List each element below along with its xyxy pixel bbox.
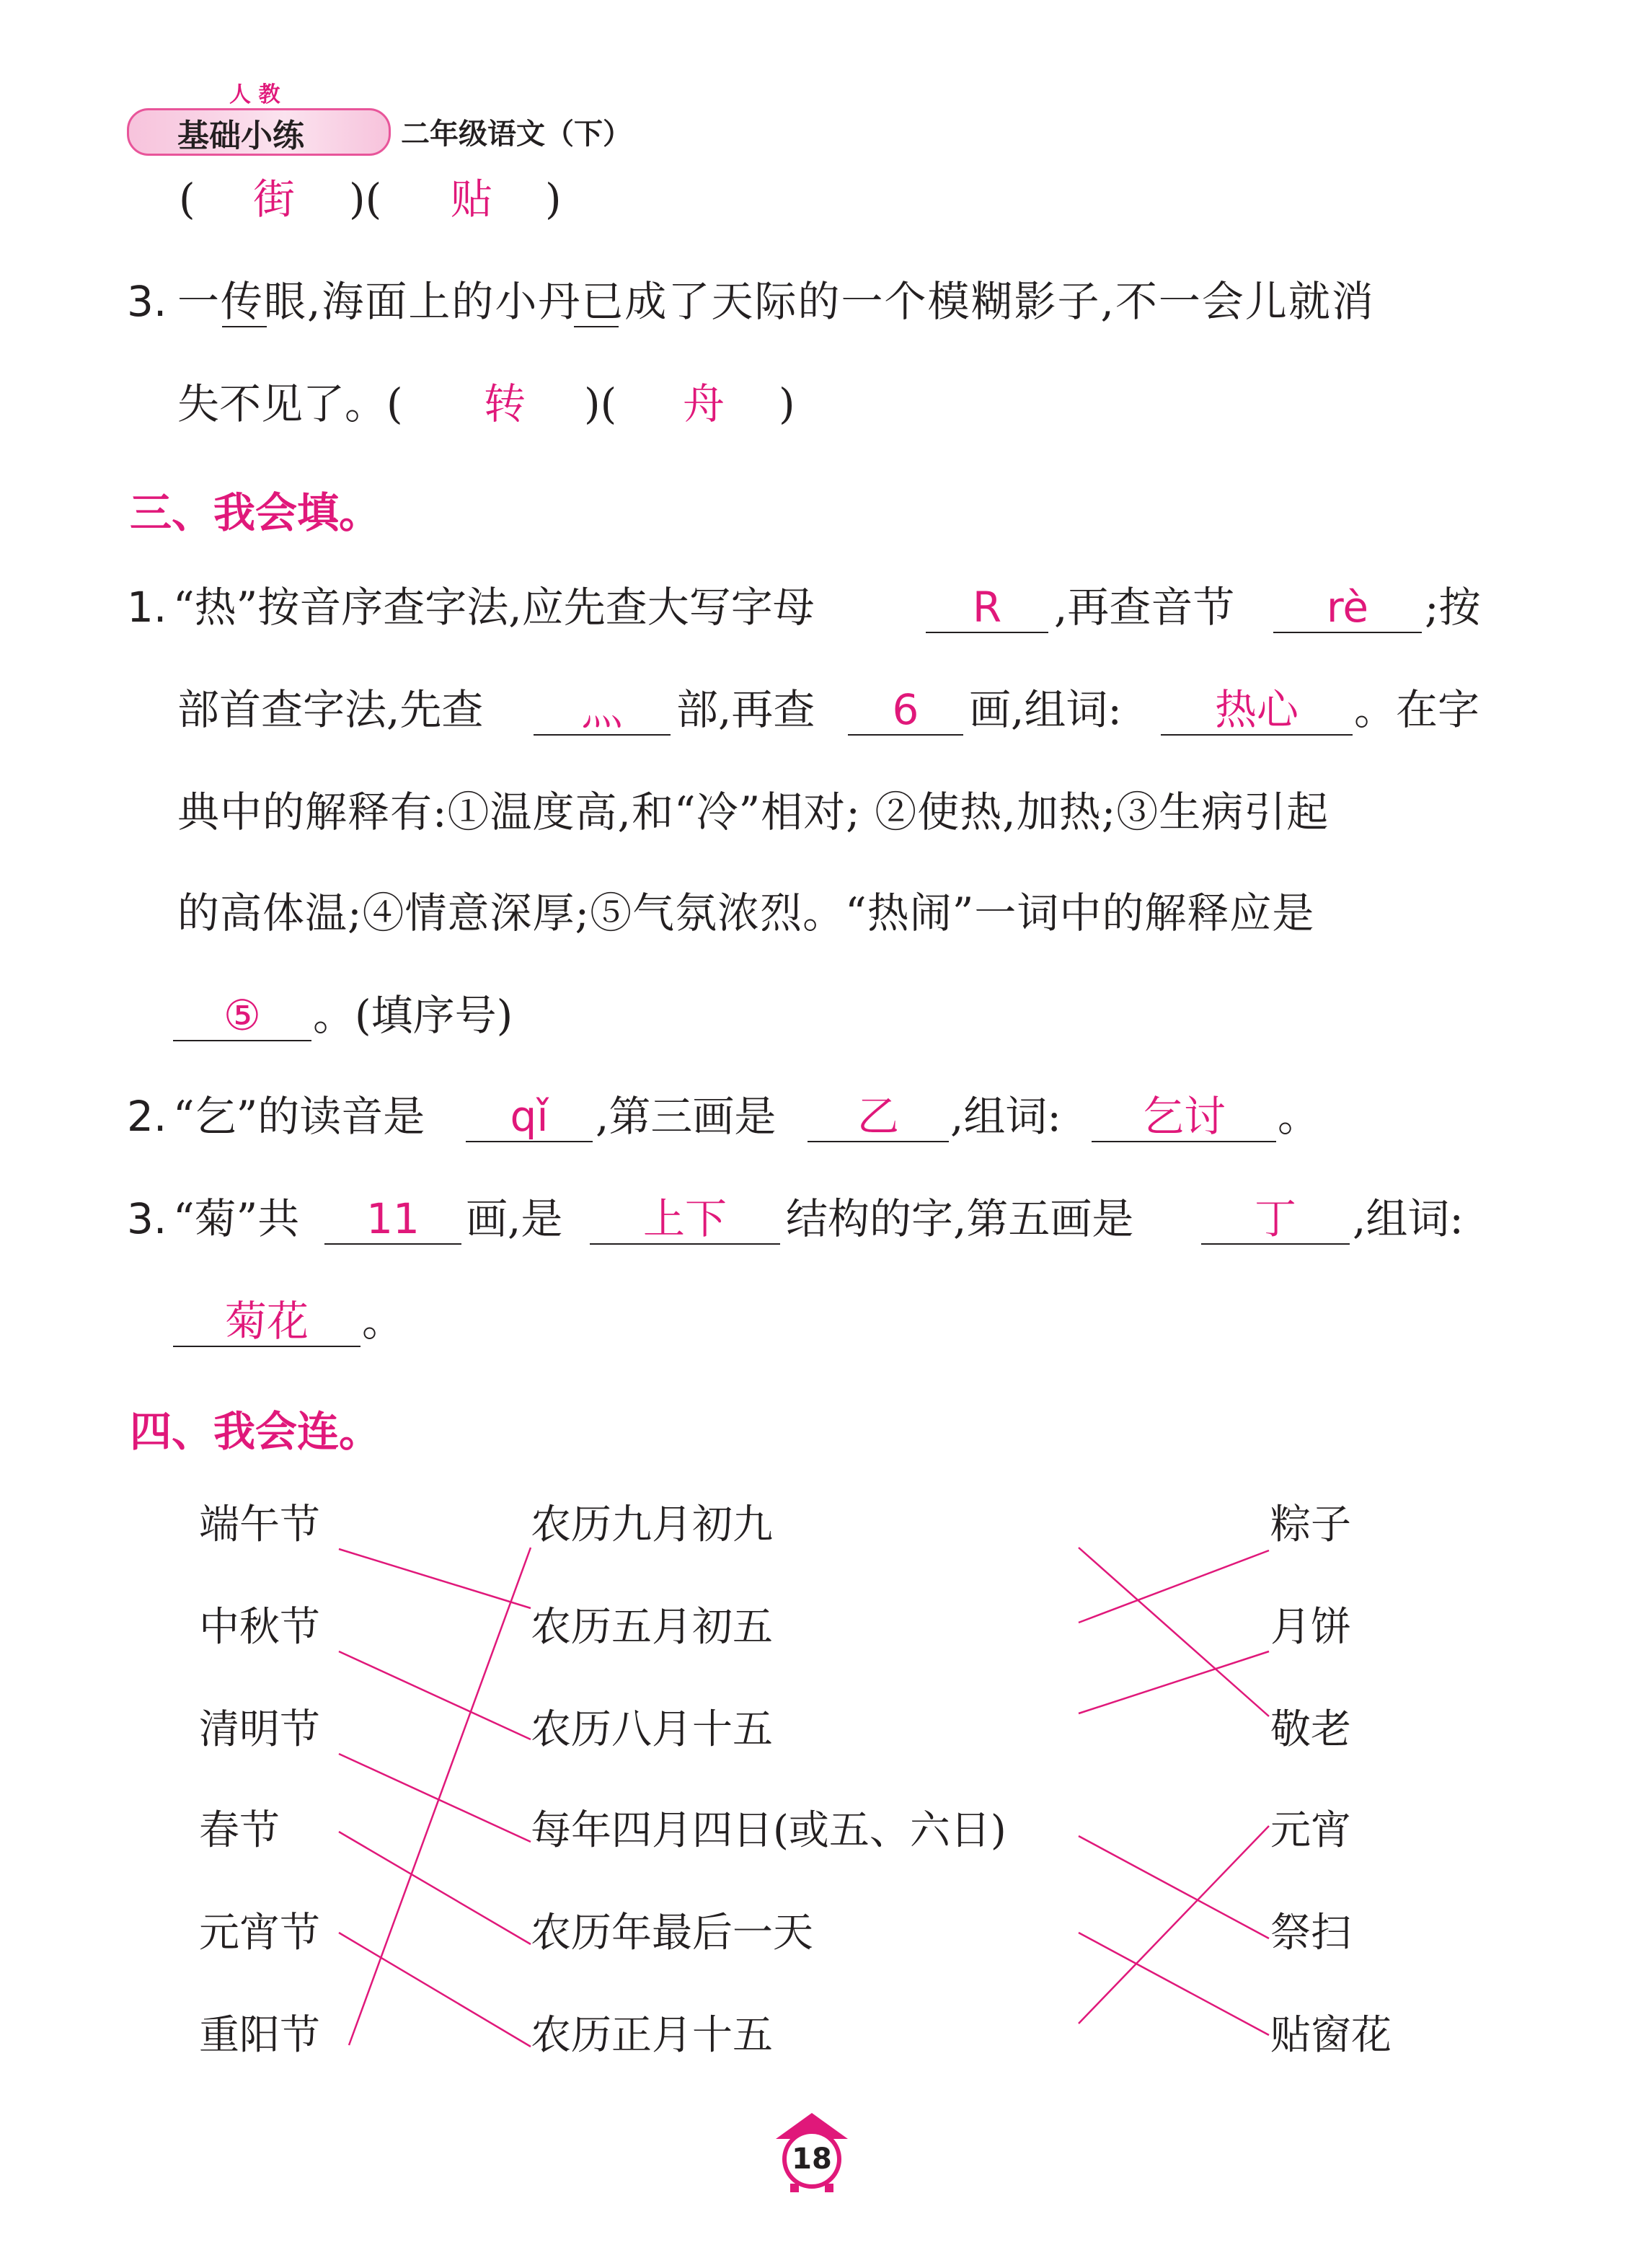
q2-item3-mid: )( xyxy=(584,379,617,428)
link-festival-1 xyxy=(339,1549,531,1608)
s3q2-text-c: ,组词: xyxy=(950,1092,1061,1141)
s3q1-number: 1. xyxy=(127,583,167,632)
s3q1-answer-strokes: 6 xyxy=(892,685,919,734)
s3q3-number: 3. xyxy=(127,1194,167,1243)
s3q3-text-b: 画,是 xyxy=(466,1194,563,1243)
custom-item: 月饼 xyxy=(1270,1604,1351,1651)
s3q1-text-b: ,再查音节 xyxy=(1054,583,1235,632)
s3q1-text-f: 画,组词: xyxy=(969,685,1122,734)
link-custom-3 xyxy=(1079,1651,1269,1713)
date-item: 农历正月十五 xyxy=(531,2012,773,2059)
date-item: 农历九月初九 xyxy=(531,1501,773,1548)
series-label: 人 教 xyxy=(229,82,280,107)
s3q1-answer-radical: 灬 xyxy=(580,685,623,734)
s3q1-line4: 的高体温;④情意深厚;⑤气氛浓烈。“热闹”一词中的解释应是 xyxy=(177,888,1315,937)
custom-item: 祭扫 xyxy=(1270,1910,1351,1956)
q2-tail-answer-1: 街 xyxy=(252,175,295,224)
festival-item: 清明节 xyxy=(199,1706,320,1753)
festival-item: 春节 xyxy=(199,1807,280,1854)
link-custom-1 xyxy=(1079,1548,1269,1716)
s3q3-answer-stroke: 丁 xyxy=(1254,1194,1296,1243)
book-title: 二年级语文（下） xyxy=(401,118,632,151)
q2-tail-answer-2: 贴 xyxy=(450,175,492,224)
festival-item: 元宵节 xyxy=(199,1910,320,1956)
s3q1-answer-meaning: ⑤ xyxy=(224,991,261,1040)
q2-item3-answer-1: 转 xyxy=(483,379,526,428)
q2-item3-line1: 一传眼,海面上的小丹已成了天际的一个模糊影子,不一会儿就消 xyxy=(177,277,1375,326)
q2-item3-answer-2: 舟 xyxy=(682,379,725,428)
link-festival-6 xyxy=(349,1548,531,2045)
s3q1-answer-letter: R xyxy=(972,583,1002,632)
s3q3-answer-structure: 上下 xyxy=(642,1194,727,1243)
link-festival-3 xyxy=(339,1754,531,1842)
s3q2-text-a: “乞”的读音是 xyxy=(173,1092,425,1141)
s3q1-line3: 典中的解释有:①温度高,和“冷”相对; ②使热,加热;③生病引起 xyxy=(177,787,1330,837)
festival-item: 中秋节 xyxy=(199,1604,320,1651)
custom-item: 元宵 xyxy=(1270,1807,1351,1854)
q2-item3-number: 3. xyxy=(127,277,167,326)
custom-item: 粽子 xyxy=(1270,1501,1351,1548)
s3q1-answer-word: 热心 xyxy=(1214,685,1299,734)
custom-item: 贴窗花 xyxy=(1270,2012,1392,2059)
q2-tail-mid: )( xyxy=(349,175,382,224)
link-custom-5 xyxy=(1079,1933,1269,2035)
q2-item3-close: ) xyxy=(779,379,795,428)
page-number: 18 xyxy=(792,2143,832,2176)
s3q3-text-c: 结构的字,第五画是 xyxy=(786,1194,1134,1243)
q2-tail-open: ( xyxy=(179,175,195,224)
festival-item: 端午节 xyxy=(199,1501,320,1548)
link-custom-6 xyxy=(1079,1826,1269,2024)
section3-heading: 三、我会填。 xyxy=(130,488,381,537)
s3q3-text-e: 。 xyxy=(362,1297,404,1346)
link-festival-4 xyxy=(339,1832,531,1944)
s3q1-text-a: “热”按音序查字法,应先查大写字母 xyxy=(173,583,815,632)
link-festival-5 xyxy=(339,1933,531,2047)
s3q2-answer-word: 乞讨 xyxy=(1141,1092,1226,1141)
s3q3-answer-count: 11 xyxy=(366,1194,420,1243)
festival-item: 重阳节 xyxy=(199,2012,320,2059)
section4-heading: 四、我会连。 xyxy=(130,1407,381,1456)
link-custom-2 xyxy=(1079,1550,1269,1623)
date-item: 农历五月初五 xyxy=(531,1604,773,1651)
s3q2-text-d: 。 xyxy=(1278,1092,1320,1141)
s3q1-text-g: 。在字 xyxy=(1354,685,1480,734)
s3q1-line5: 。(填序号) xyxy=(313,991,513,1040)
s3q2-answer-pinyin: qǐ xyxy=(510,1092,549,1141)
s3q2-text-b: ,第三画是 xyxy=(596,1092,777,1141)
date-item: 每年四月四日(或五、六日) xyxy=(531,1807,1007,1854)
link-festival-2 xyxy=(339,1651,531,1739)
s3q1-text-d: 部首查字法,先查 xyxy=(177,685,484,734)
s3q2-answer-stroke: 乙 xyxy=(857,1092,899,1141)
custom-item: 敬老 xyxy=(1270,1706,1351,1753)
s3q1-text-e: 部,再查 xyxy=(676,685,815,734)
date-item: 农历八月十五 xyxy=(531,1706,773,1753)
s3q1-text-c: ;按 xyxy=(1425,583,1481,632)
s3q3-answer-word: 菊花 xyxy=(224,1297,309,1346)
s3q3-text-a: “菊”共 xyxy=(173,1194,300,1243)
q2-tail-close: ) xyxy=(545,175,562,224)
s3q3-text-d: ,组词: xyxy=(1353,1194,1464,1243)
link-custom-4 xyxy=(1079,1836,1269,1938)
q2-item3-line2: 失不见了。( xyxy=(177,379,403,428)
s3q1-answer-syllable: rè xyxy=(1326,583,1369,632)
s3q2-number: 2. xyxy=(127,1092,167,1141)
logo-text: 基础小练 xyxy=(177,118,304,154)
date-item: 农历年最后一天 xyxy=(531,1910,813,1956)
